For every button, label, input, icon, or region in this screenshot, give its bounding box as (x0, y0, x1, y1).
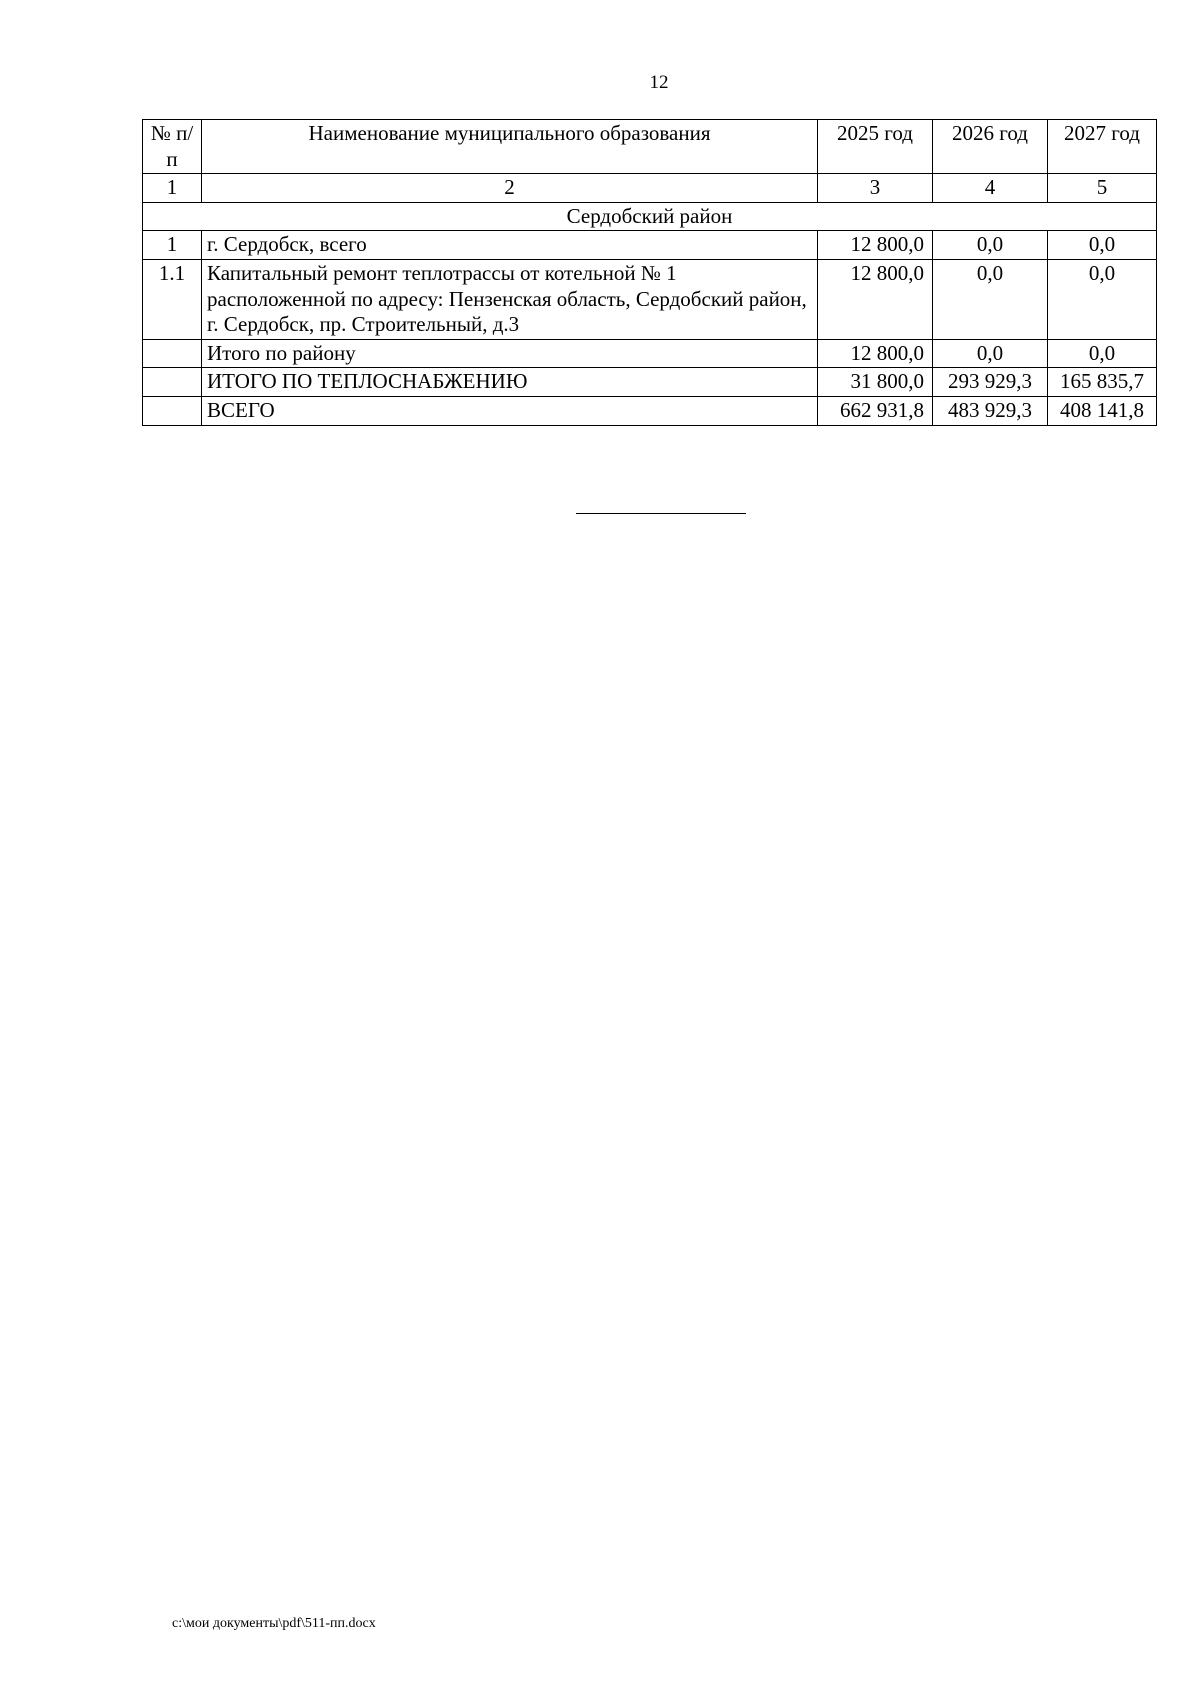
row-value-2026: 0,0 (933, 231, 1048, 260)
row-value-2026: 0,0 (933, 339, 1048, 368)
page-number: 12 (649, 72, 669, 93)
end-separator-line (576, 513, 746, 514)
row-name: Итого по району (202, 339, 818, 368)
header-name: Наименование муниципального образования (202, 120, 818, 174)
table-header-row (143, 120, 1157, 174)
column-number: 5 (1048, 174, 1157, 203)
row-value-2026: 0,0 (933, 260, 1048, 340)
row-name: Капитальный ремонт теплотрассы от котельной № 1 расположенной по адресу: Пензенская область, Сердобский район, г. Сердобск, пр. Строительный, д.3 (202, 260, 818, 340)
row-value-2026: 293 929,3 (933, 368, 1048, 397)
row-value-2027: 0,0 (1048, 260, 1157, 340)
column-number: 3 (818, 174, 933, 203)
table-row (143, 397, 1157, 426)
row-value-2026: 483 929,3 (933, 397, 1048, 426)
column-number: 2 (202, 174, 818, 203)
header-year-2027: 2027 год (1048, 120, 1157, 174)
footer-file-path: c:\мои документы\pdf\511-пп.docx (172, 1616, 376, 1631)
row-value-2025: 12 800,0 (818, 260, 933, 340)
row-value-2027: 408 141,8 (1048, 397, 1157, 426)
row-value-2025: 662 931,8 (818, 397, 933, 426)
row-value-2027: 0,0 (1048, 231, 1157, 260)
row-num: 1 (143, 231, 202, 260)
table-row (143, 339, 1157, 368)
section-title: Сердобский район (143, 202, 1157, 231)
row-value-2027: 0,0 (1048, 339, 1157, 368)
row-num: 1.1 (143, 260, 202, 340)
row-name: ИТОГО ПО ТЕПЛОСНАБЖЕНИЮ (202, 368, 818, 397)
table-row (143, 231, 1157, 260)
column-number: 4 (933, 174, 1048, 203)
row-value-2025: 12 800,0 (818, 231, 933, 260)
header-num: № п/п (143, 120, 202, 174)
column-number: 1 (143, 174, 202, 203)
row-name: г. Сердобск, всего (202, 231, 818, 260)
section-row (143, 202, 1157, 231)
row-num (143, 368, 202, 397)
row-num (143, 339, 202, 368)
header-year-2026: 2026 год (933, 120, 1048, 174)
row-value-2025: 12 800,0 (818, 339, 933, 368)
table-row (143, 368, 1157, 397)
row-name: ВСЕГО (202, 397, 818, 426)
row-value-2027: 165 835,7 (1048, 368, 1157, 397)
table-row (143, 260, 1157, 340)
row-value-2025: 31 800,0 (818, 368, 933, 397)
row-num (143, 397, 202, 426)
header-year-2025: 2025 год (818, 120, 933, 174)
budget-table (142, 119, 1157, 426)
column-number-row (143, 174, 1157, 203)
